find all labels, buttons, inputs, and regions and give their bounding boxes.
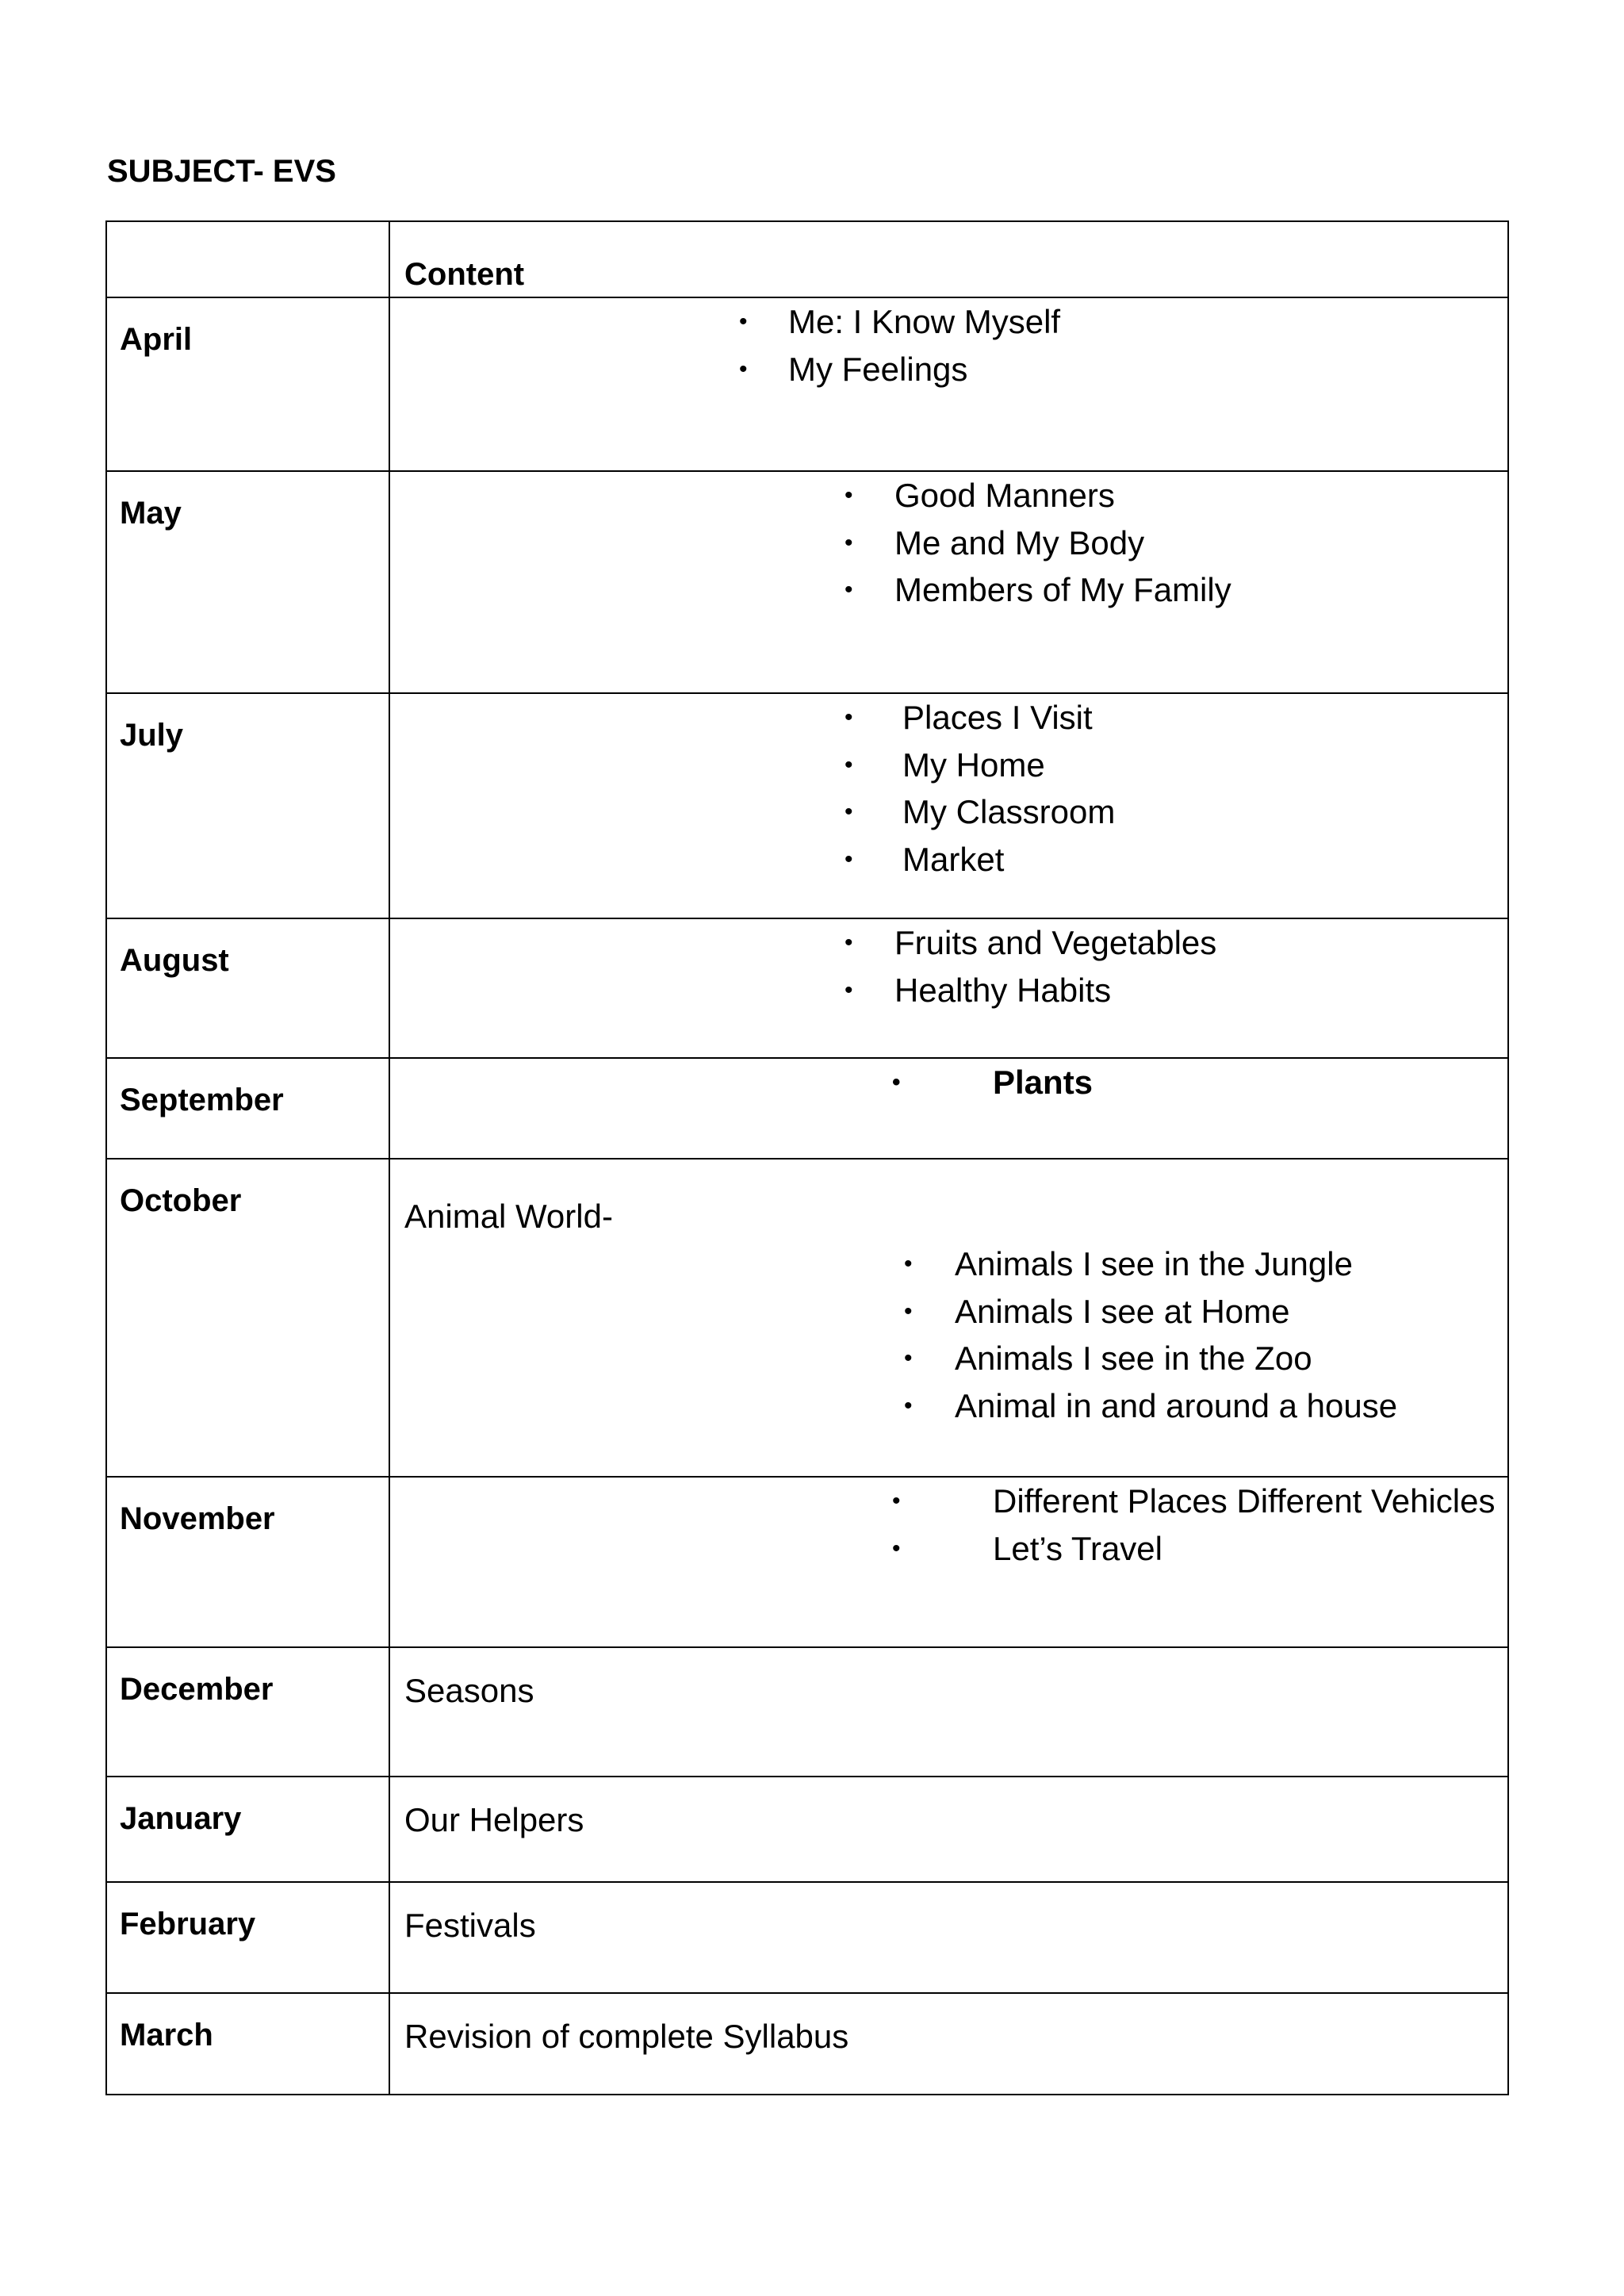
bullet-icon: • bbox=[845, 577, 853, 603]
bullet-icon: • bbox=[904, 1345, 913, 1371]
month-cell bbox=[106, 1647, 389, 1777]
list-item bbox=[390, 836, 1507, 884]
content-cell bbox=[389, 1647, 1508, 1777]
month-cell bbox=[106, 471, 389, 693]
list-item bbox=[390, 346, 1507, 393]
month-cell bbox=[106, 1477, 389, 1647]
month-label: September bbox=[120, 1083, 284, 1117]
table-row bbox=[106, 693, 1508, 918]
bullet-icon: • bbox=[845, 751, 853, 778]
list-item bbox=[390, 1525, 1507, 1573]
bullet-icon: • bbox=[892, 1535, 901, 1562]
topic-list bbox=[390, 472, 1507, 614]
topic-text: Animals I see in the Zoo bbox=[955, 1340, 1312, 1377]
bullet-icon: • bbox=[845, 799, 853, 825]
list-item bbox=[390, 919, 1507, 967]
topic-text: Members of My Family bbox=[894, 571, 1231, 608]
topic-text: Me: I Know Myself bbox=[788, 303, 1061, 340]
month-label: October bbox=[120, 1183, 242, 1218]
topic-text: Seasons bbox=[404, 1672, 534, 1709]
month-label: July bbox=[120, 718, 184, 753]
list-item bbox=[390, 742, 1507, 789]
content-cell bbox=[389, 471, 1508, 693]
month-label: January bbox=[120, 1801, 242, 1836]
month-label: December bbox=[120, 1672, 274, 1707]
content-cell bbox=[389, 1993, 1508, 2095]
topic-text: Animals I see at Home bbox=[955, 1292, 1290, 1330]
month-label: November bbox=[120, 1501, 275, 1536]
bullet-icon: • bbox=[845, 930, 853, 956]
month-label: February bbox=[120, 1907, 256, 1941]
month-label: May bbox=[120, 496, 182, 531]
list-item bbox=[390, 1059, 1507, 1106]
table-row bbox=[106, 1647, 1508, 1777]
bullet-icon: • bbox=[845, 482, 853, 508]
list-item bbox=[390, 472, 1507, 519]
table-row bbox=[106, 1993, 1508, 2095]
month-cell bbox=[106, 1058, 389, 1159]
list-item bbox=[390, 1382, 1507, 1430]
header-content-cell bbox=[389, 221, 1508, 297]
list-item bbox=[390, 1240, 1507, 1288]
table-row bbox=[106, 1159, 1508, 1477]
list-item bbox=[390, 1478, 1507, 1525]
month-label: April bbox=[120, 322, 193, 357]
topic-text: Fruits and Vegetables bbox=[894, 924, 1217, 961]
bullet-icon: • bbox=[904, 1392, 913, 1419]
table-row bbox=[106, 297, 1508, 471]
topic-text: Festivals bbox=[404, 1907, 536, 1944]
topic-text: Good Manners bbox=[894, 477, 1115, 514]
table-header-row bbox=[106, 221, 1508, 297]
bullet-icon: • bbox=[892, 1069, 901, 1095]
topic-text: Let’s Travel bbox=[993, 1529, 1162, 1567]
table-row bbox=[106, 471, 1508, 693]
header-content-label: Content bbox=[404, 257, 525, 292]
topic-text: Places I Visit bbox=[902, 699, 1093, 736]
bullet-icon: • bbox=[845, 976, 853, 1003]
table-row bbox=[106, 1882, 1508, 1993]
list-item bbox=[390, 566, 1507, 614]
list-item bbox=[390, 788, 1507, 836]
bullet-icon: • bbox=[739, 355, 748, 382]
section-intro: Animal World- bbox=[404, 1198, 613, 1235]
bullet-icon: • bbox=[904, 1251, 913, 1277]
topic-text: Plants bbox=[993, 1064, 1094, 1101]
month-cell bbox=[106, 1159, 389, 1477]
topic-text: Market bbox=[902, 840, 1005, 878]
topic-text: Revision of complete Syllabus bbox=[404, 2018, 849, 2055]
topic-text: My Home bbox=[902, 746, 1045, 784]
content-cell bbox=[389, 1882, 1508, 1993]
table-row bbox=[106, 1777, 1508, 1882]
bullet-icon: • bbox=[845, 845, 853, 872]
topic-text: Our Helpers bbox=[404, 1801, 584, 1838]
bullet-icon: • bbox=[739, 309, 748, 335]
topic-list bbox=[390, 1478, 1507, 1572]
content-cell bbox=[389, 1477, 1508, 1647]
list-item bbox=[390, 967, 1507, 1014]
month-label: August bbox=[120, 943, 229, 978]
list-item bbox=[390, 1335, 1507, 1382]
content-cell bbox=[389, 1777, 1508, 1882]
month-cell bbox=[106, 918, 389, 1058]
topic-list bbox=[390, 1059, 1507, 1106]
bullet-icon: • bbox=[892, 1488, 901, 1514]
topic-list bbox=[390, 694, 1507, 883]
topic-list bbox=[390, 1240, 1507, 1429]
month-cell bbox=[106, 297, 389, 471]
content-cell bbox=[389, 1058, 1508, 1159]
month-label: March bbox=[120, 2018, 213, 2053]
month-cell bbox=[106, 1882, 389, 1993]
syllabus-table bbox=[105, 220, 1509, 2095]
bullet-icon: • bbox=[904, 1297, 913, 1324]
topic-list bbox=[390, 919, 1507, 1014]
table-row bbox=[106, 1058, 1508, 1159]
month-cell bbox=[106, 693, 389, 918]
topic-list bbox=[390, 298, 1507, 393]
content-cell bbox=[389, 297, 1508, 471]
list-item bbox=[390, 694, 1507, 742]
list-item bbox=[390, 519, 1507, 567]
header-month-cell bbox=[106, 221, 389, 297]
subject-title: SUBJECT- EVS bbox=[107, 154, 336, 189]
topic-text: Different Places Different Vehicles bbox=[993, 1482, 1496, 1520]
bullet-icon: • bbox=[845, 704, 853, 730]
month-cell bbox=[106, 1993, 389, 2095]
topic-text: My Classroom bbox=[902, 793, 1116, 830]
topic-text: Animal in and around a house bbox=[955, 1386, 1398, 1424]
topic-text: Animals I see in the Jungle bbox=[955, 1245, 1353, 1282]
month-cell bbox=[106, 1777, 389, 1882]
content-cell bbox=[389, 1159, 1508, 1477]
topic-text: My Feelings bbox=[788, 350, 968, 388]
table-row bbox=[106, 918, 1508, 1058]
content-cell bbox=[389, 693, 1508, 918]
bullet-icon: • bbox=[845, 529, 853, 556]
table-row bbox=[106, 1477, 1508, 1647]
list-item bbox=[390, 298, 1507, 346]
content-cell bbox=[389, 918, 1508, 1058]
topic-text: Me and My Body bbox=[894, 523, 1145, 562]
topic-text: Healthy Habits bbox=[894, 971, 1112, 1009]
list-item bbox=[390, 1288, 1507, 1336]
